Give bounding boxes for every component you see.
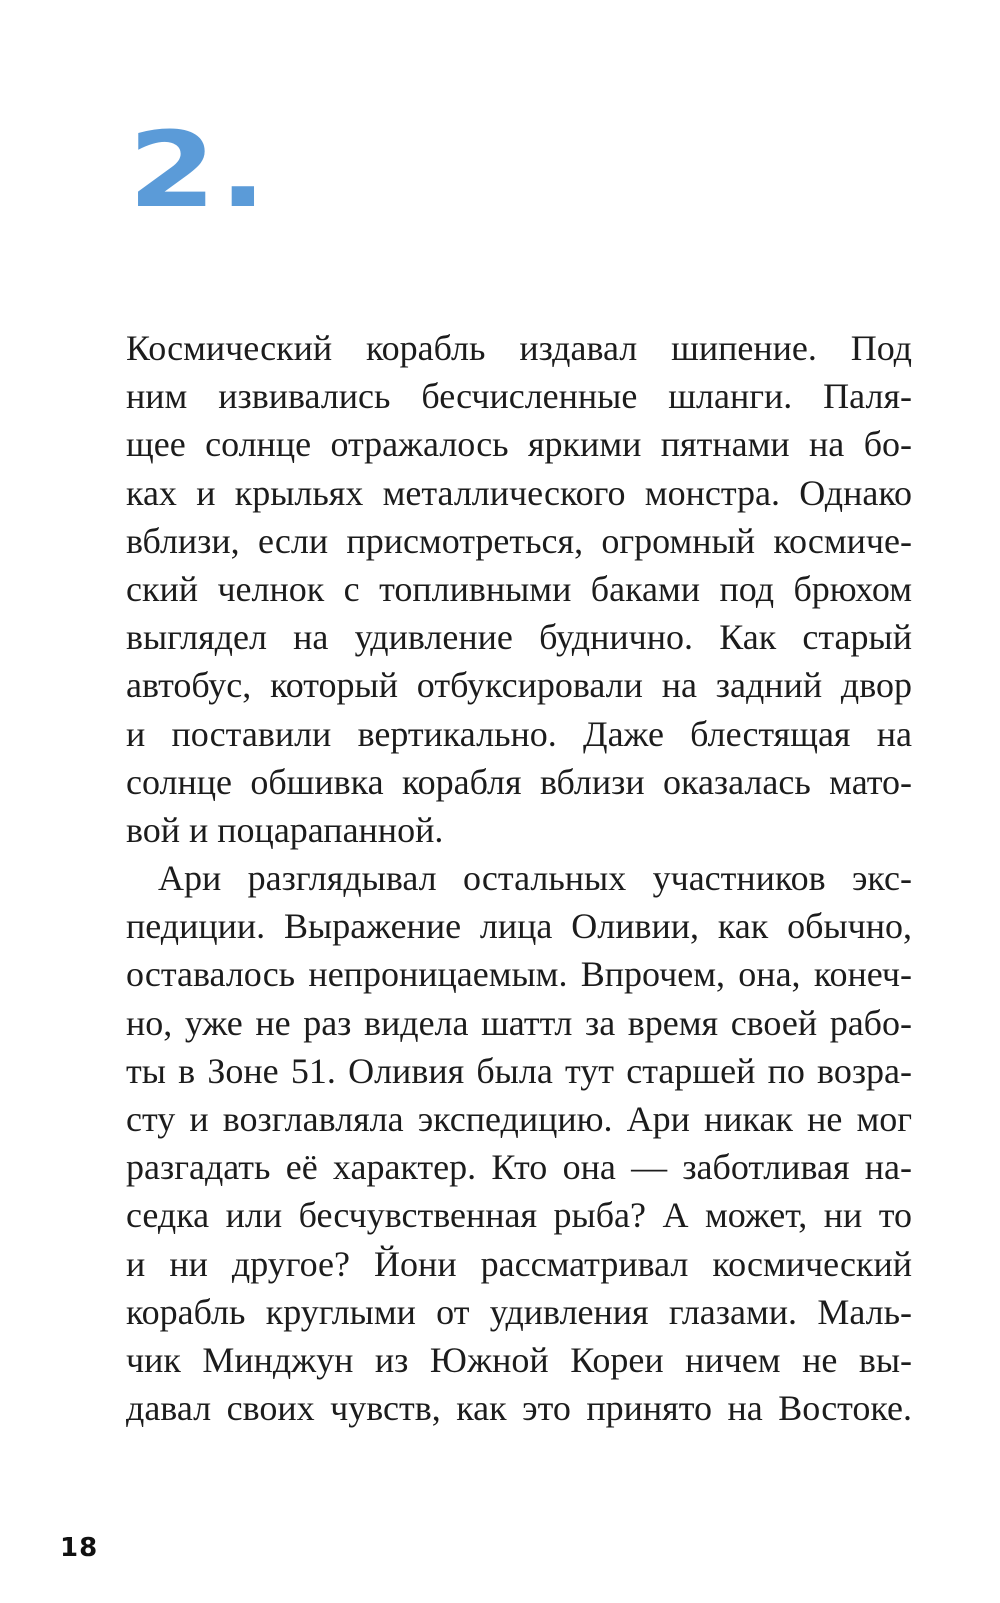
text-line: ский челнок с топливными баками под брюхом	[126, 568, 912, 609]
text-line: вой и поцарапанной.	[126, 809, 444, 850]
chapter-number: 2.	[128, 109, 270, 231]
text-line: солнце обшивка корабля вблизи оказалась мато-	[126, 761, 912, 802]
text-line: педиции. Выражение лица Оливии, как обычно,	[126, 906, 912, 947]
text-line: щее солнце отражалось яркими пятнами на бо-	[126, 424, 912, 465]
paragraph-1	[126, 324, 912, 854]
text-line: Ари разглядывал остальных участников экс-	[158, 858, 912, 899]
text-line: сту и возглавляла экспедицию. Ари никак не мог	[126, 1099, 912, 1139]
text-line: корабль круглыми от удивления глазами. Маль-	[126, 1291, 912, 1332]
text-line: и поставили вертикально. Даже блестящая на	[126, 713, 912, 754]
text-line: и ни другое? Йони рассматривал космический	[126, 1243, 912, 1284]
text-line: автобус, который отбуксировали на задний двор	[126, 665, 912, 706]
text-line: ты в Зоне 51. Оливия была тут старшей по возра-	[126, 1050, 912, 1091]
text-line: но, уже не раз видела шаттл за время своей рабо-	[126, 1002, 912, 1043]
page-number: 18	[60, 1533, 99, 1563]
text-line: разгадать её характер. Кто она — заботливая на-	[126, 1147, 912, 1188]
text-line: ним извивались бесчисленные шланги. Паля-	[126, 376, 912, 417]
text-line: ках и крыльях металлического монстра. Однако	[126, 472, 912, 513]
chapter-body	[126, 324, 912, 1432]
text-line: вблизи, если присмотреться, огромный космиче-	[126, 520, 912, 561]
text-line: оставалось непроницаемым. Впрочем, она, конеч-	[126, 954, 912, 995]
paragraph-2	[126, 854, 912, 1432]
text-line: выглядел на удивление буднично. Как старый	[126, 617, 912, 658]
text-line: чик Минджун из Южной Кореи ничем не вы-	[126, 1339, 912, 1380]
text-line: Космический корабль издавал шипение. Под	[126, 328, 912, 368]
text-line: давал своих чувств, как это принято на Востоке.	[126, 1388, 912, 1429]
text-line: седка или бесчувственная рыба? А может, ни то	[126, 1195, 912, 1236]
